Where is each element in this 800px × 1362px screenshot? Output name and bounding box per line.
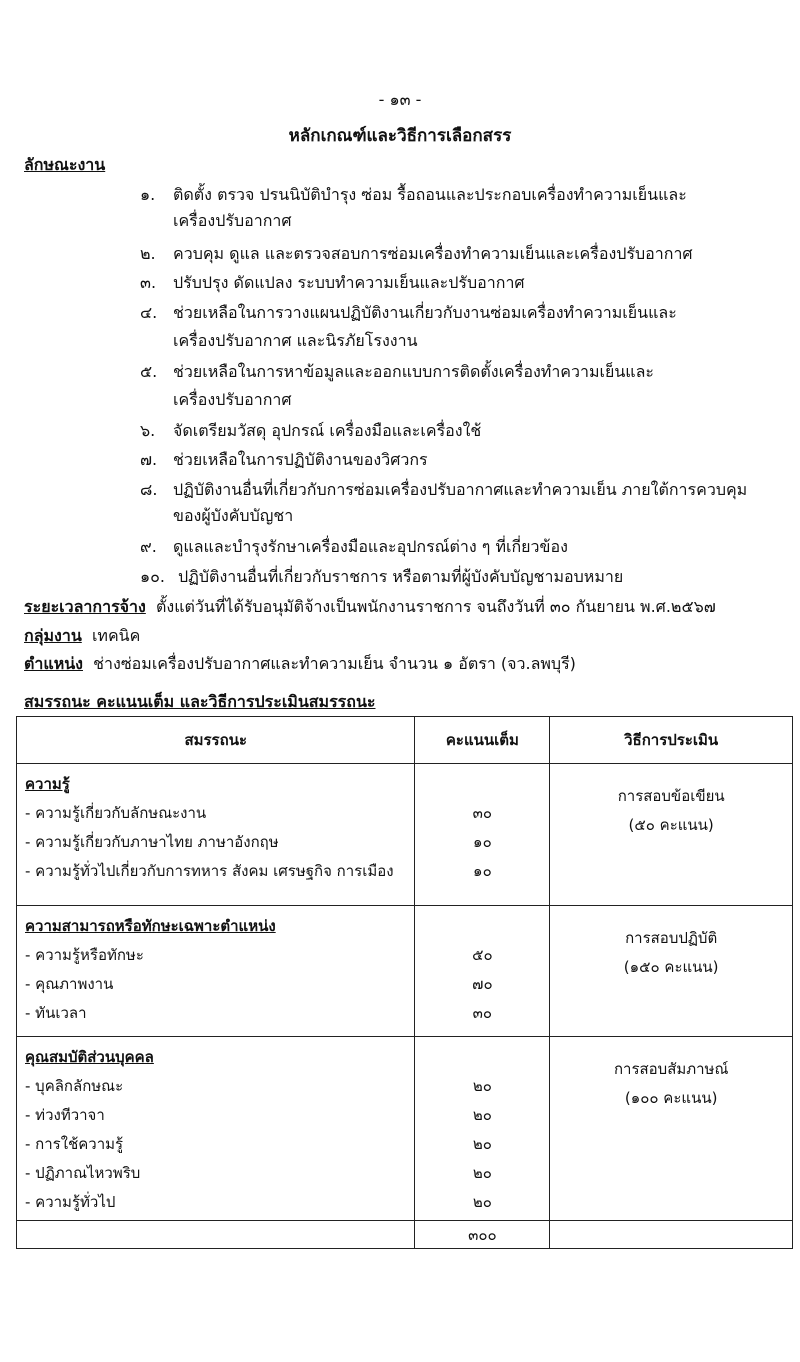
competency-score: ๓๐ <box>472 1004 493 1022</box>
competency-score: ๒๐ <box>472 1106 492 1124</box>
section-heading: ความรู้ <box>25 775 70 793</box>
section-heading: ความสามารถหรือทักษะเฉพาะตำแหน่ง <box>25 917 276 935</box>
method-points: (๕๐ คะแนน) <box>628 816 714 834</box>
total-row <box>17 1221 793 1249</box>
list-item-text: ควบคุม ดูแล และตรวจสอบการซ่อมเครื่องทำความเย็นและเครื่องปรับอากาศ <box>173 244 693 263</box>
table-row <box>17 1037 793 1221</box>
competency-item: - ความรู้ทั่วไปเกี่ยวกับการทหาร สังคม เศรษฐกิจ การเมือง <box>25 862 394 880</box>
competency-item: - บุคลิกลักษณะ <box>25 1077 124 1095</box>
competency-score: ๑๐ <box>473 862 492 880</box>
table-row <box>17 764 793 906</box>
list-item-text: ช่วยเหลือในการปฏิบัติงานของวิศวกร <box>173 450 428 469</box>
period-row <box>24 597 716 617</box>
table-title: สมรรถนะ คะแนนเต็ม และวิธีการประเมินสมรรถนะ <box>24 692 376 711</box>
competency-item: - คุณภาพงาน <box>25 975 114 993</box>
list-item-text: ช่วยเหลือในการวางแผนปฏิบัติงานเกี่ยวกับงานซ่อมเครื่องทำความเย็นและ <box>173 303 677 322</box>
competency-score: ๑๐ <box>473 833 492 851</box>
list-item-number: ๙. <box>140 537 157 556</box>
list-item-number: ๖. <box>140 421 156 440</box>
header-method: วิธีการประเมิน <box>550 717 793 764</box>
competency-table <box>16 716 793 1249</box>
header-score: คะแนนเต็ม <box>415 717 550 764</box>
competency-score: ๗๐ <box>472 975 493 993</box>
page-title: หลักเกณฑ์และวิธีการเลือกสรร <box>288 126 512 146</box>
position-row <box>24 654 576 674</box>
competency-score: ๓๐ <box>472 804 493 822</box>
list-item-text: จัดเตรียมวัสดุ อุปกรณ์ เครื่องมือและเครื่องใช้ <box>173 421 482 440</box>
method-name: การสอบสัมภาษณ์ <box>613 1060 729 1078</box>
competency-item: - ความรู้หรือทักษะ <box>25 946 144 964</box>
competency-item: - ทันเวลา <box>25 1004 87 1022</box>
list-item-number: ๑๐. <box>140 567 166 586</box>
method-name: การสอบปฏิบัติ <box>625 929 718 947</box>
group-label: กลุ่มงาน <box>24 626 82 645</box>
group-row <box>24 626 140 646</box>
competency-score: ๒๐ <box>472 1077 492 1095</box>
position-value: ช่างซ่อมเครื่องปรับอากาศและทำความเย็น จำนวน ๑ อัตรา (จว.ลพบุรี) <box>93 654 576 673</box>
method-points: (๑๕๐ คะแนน) <box>623 958 719 976</box>
list-item-text: ปฏิบัติงานอื่นที่เกี่ยวกับการซ่อมเครื่องปรับอากาศและทำความเย็น ภายใต้การควบคุม <box>173 480 748 499</box>
list-item-text: เครื่องปรับอากาศ และนิรภัยโรงงาน <box>173 331 418 350</box>
competency-score: ๒๐ <box>472 1193 492 1211</box>
total-score: ๓๐๐ <box>415 1221 550 1249</box>
competency-item: - การใช้ความรู้ <box>25 1135 124 1153</box>
competency-item: - ปฏิภาณไหวพริบ <box>25 1164 141 1182</box>
section-heading: คุณสมบัติส่วนบุคคล <box>25 1048 154 1066</box>
method-name: การสอบข้อเขียน <box>617 787 725 805</box>
page-number: - ๑๓ - <box>378 90 422 109</box>
list-item-text: เครื่องปรับอากาศ <box>173 390 292 409</box>
job-desc-heading: ลักษณะงาน <box>24 155 106 174</box>
list-item-text: เครื่องปรับอากาศ <box>173 211 292 230</box>
competency-item: - ความรู้เกี่ยวกับลักษณะงาน <box>25 804 207 822</box>
period-value: ตั้งแต่วันที่ได้รับอนุมัติจ้างเป็นพนักงานราชการ จนถึงวันที่ ๓๐ กันยายน พ.ศ.๒๕๖๗ <box>156 597 716 616</box>
competency-score: ๒๐ <box>472 1164 492 1182</box>
table-row <box>17 906 793 1037</box>
group-value: เทคนิค <box>91 626 141 645</box>
competency-score: ๒๐ <box>472 1135 492 1153</box>
list-item-number: ๕. <box>140 362 158 381</box>
list-item-text: ของผู้บังคับบัญชา <box>173 506 294 525</box>
list-item-number: ๘. <box>140 480 158 499</box>
list-item-number: ๑. <box>140 185 156 204</box>
list-item-text: ดูแลและบำรุงรักษาเครื่องมือและอุปกรณ์ต่าง ๆ ที่เกี่ยวข้อง <box>173 537 568 556</box>
list-item-number: ๗. <box>140 450 158 469</box>
position-label: ตำแหน่ง <box>24 654 83 673</box>
competency-item: - ความรู้ทั่วไป <box>25 1193 116 1211</box>
list-item-text: ปฏิบัติงานอื่นที่เกี่ยวกับราชการ หรือตามที่ผู้บังคับบัญชามอบหมาย <box>178 567 624 586</box>
header-competency: สมรรถนะ <box>17 717 415 764</box>
list-item-number: ๓. <box>140 273 157 292</box>
list-item-text: ปรับปรุง ดัดแปลง ระบบทำความเย็นและปรับอากาศ <box>173 273 525 292</box>
list-item-text: ช่วยเหลือในการหาข้อมูลและออกแบบการติดตั้งเครื่องทำความเย็นและ <box>173 362 655 381</box>
list-item-text: ติดตั้ง ตรวจ ปรนนิบัติบำรุง ซ่อม รื้อถอนและประกอบเครื่องทำความเย็นและ <box>173 185 687 204</box>
competency-score: ๕๐ <box>472 946 493 964</box>
list-item-number: ๔. <box>140 303 158 322</box>
period-label: ระยะเวลาการจ้าง <box>24 597 146 616</box>
competency-item: - ท่วงทีวาจา <box>25 1106 105 1124</box>
competency-item: - ความรู้เกี่ยวกับภาษาไทย ภาษาอังกฤษ <box>25 833 279 851</box>
method-points: (๑๐๐ คะแนน) <box>624 1089 718 1107</box>
list-item-number: ๒. <box>140 244 156 263</box>
